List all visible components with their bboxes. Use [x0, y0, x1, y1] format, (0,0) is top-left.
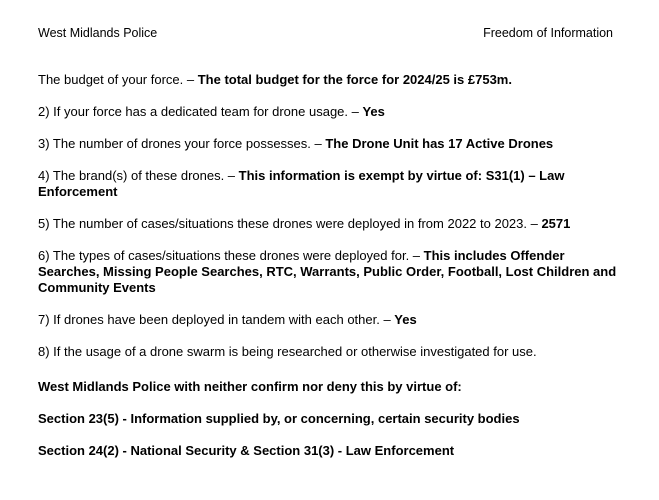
foi-item-drone-count	[38, 136, 623, 152]
foi-question: 8) If the usage of a drone swarm is being researched or otherwise investigated for use.	[38, 344, 537, 359]
foi-answer: 2571	[541, 216, 571, 231]
foi-item-tandem-deployment	[38, 312, 623, 328]
foi-item-drone-brands	[38, 168, 623, 200]
foi-item-budget	[38, 72, 623, 88]
header-organisation: West Midlands Police	[38, 26, 158, 40]
foi-answer: This includes Offender Searches, Missing People Searches, RTC, Warrants, Public Order, Football, Lost Children and Community Events	[38, 248, 617, 295]
exemption-section-23: Section 23(5) - Information supplied by, or concerning, certain security bodies	[38, 411, 520, 426]
foi-question: 7) If drones have been deployed in tandem with each other. –	[38, 312, 395, 327]
foi-question: 4) The brand(s) of these drones. –	[38, 168, 239, 183]
document-header	[38, 25, 613, 43]
foi-question: The budget of your force. –	[38, 72, 198, 87]
foi-question: 5) The number of cases/situations these drones were deployed in from 2022 to 2023. –	[38, 216, 542, 231]
foi-answer: The Drone Unit has 17 Active Drones	[325, 136, 554, 151]
foi-answer: This information is exempt by virtue of: S31(1) – Law Enforcement	[38, 168, 565, 199]
foi-item-case-types	[38, 248, 623, 296]
ncnd-statement: West Midlands Police with neither confirm nor deny this by virtue of:	[38, 379, 462, 394]
foi-question: 6) The types of cases/situations these drones were deployed for. –	[38, 248, 424, 263]
foi-answer: Yes	[362, 104, 385, 119]
foi-answer: The total budget for the force for 2024/25 is £753m.	[197, 72, 512, 87]
document-body	[38, 72, 623, 459]
foi-item-drone-swarm	[38, 344, 623, 360]
foi-item-dedicated-team	[38, 104, 623, 120]
foi-item-case-count	[38, 216, 623, 232]
exemption-section-24-31: Section 24(2) - National Security & Section 31(3) - Law Enforcement	[38, 443, 455, 458]
foi-question: 3) The number of drones your force possesses. –	[38, 136, 326, 151]
foi-question: 2) If your force has a dedicated team for drone usage. –	[38, 104, 363, 119]
foi-answer: Yes	[394, 312, 417, 327]
header-document-type: Freedom of Information	[483, 26, 613, 40]
